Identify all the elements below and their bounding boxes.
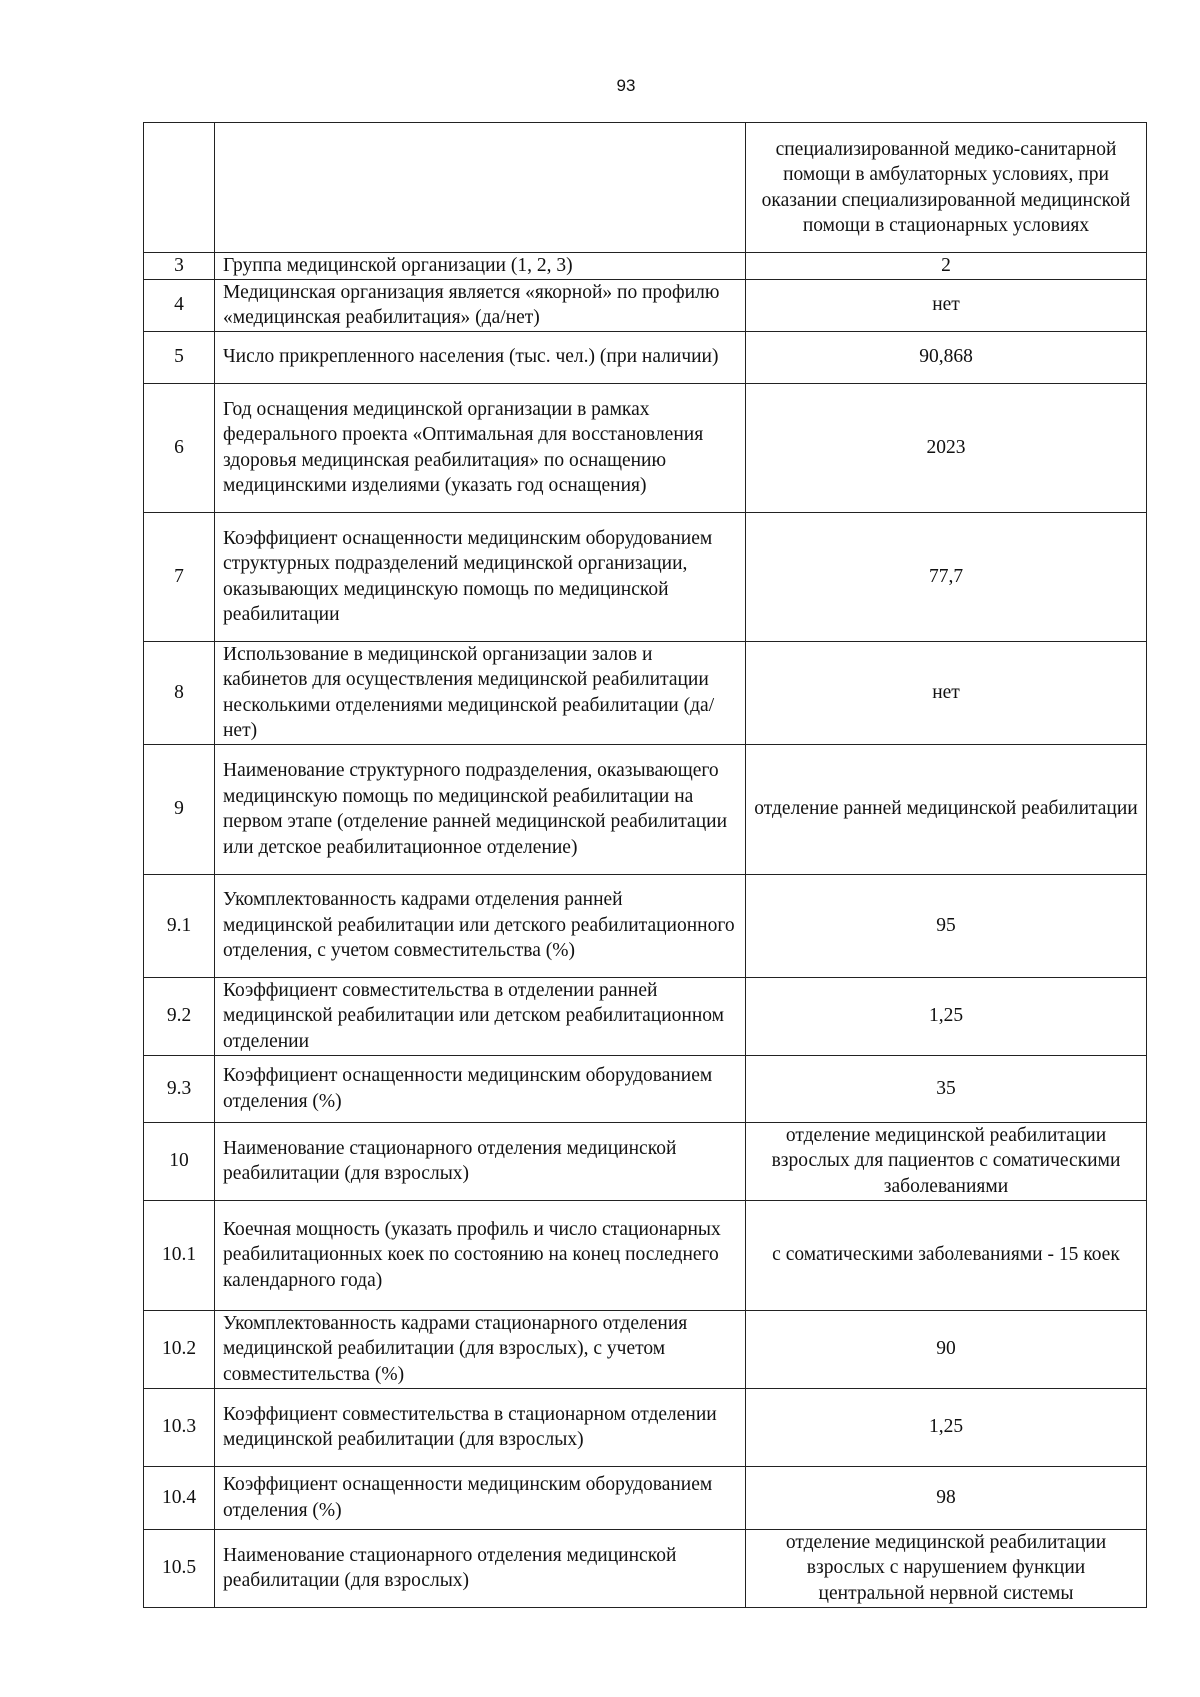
row-name: Наименование стационарного отделения медицинской реабилитации (для взрослых) [215, 1122, 746, 1200]
table-row [144, 1200, 1147, 1310]
row-value: нет [746, 279, 1147, 331]
table-row [144, 1388, 1147, 1466]
row-value: специализированной медико-санитарной помощи в амбулаторных условиях, при оказании специализированной медицинской помощи в стационарных условиях [746, 123, 1147, 253]
row-name: Наименование стационарного отделения медицинской реабилитации (для взрослых) [215, 1529, 746, 1607]
table-row [144, 1466, 1147, 1529]
row-name [215, 123, 746, 253]
row-name: Коэффициент совместительства в отделении ранней медицинской реабилитации или детском реабилитационном отделении [215, 977, 746, 1055]
row-value: 1,25 [746, 977, 1147, 1055]
row-value: 2 [746, 253, 1147, 280]
row-value: отделение ранней медицинской реабилитации [746, 744, 1147, 874]
row-value: 2023 [746, 383, 1147, 512]
row-value: 98 [746, 1466, 1147, 1529]
row-name: Медицинская организация является «якорной» по профилю «медицинская реабилитация» (да/нет) [215, 279, 746, 331]
row-value: 95 [746, 874, 1147, 977]
table-row [144, 977, 1147, 1055]
row-number: 10.5 [144, 1529, 215, 1607]
table-row [144, 279, 1147, 331]
row-value: отделение медицинской реабилитации взрослых для пациентов с соматическими заболеваниями [746, 1122, 1147, 1200]
row-number: 10.2 [144, 1310, 215, 1388]
row-number: 9.1 [144, 874, 215, 977]
row-name: Коэффициент оснащенности медицинским оборудованием отделения (%) [215, 1055, 746, 1122]
table-row [144, 512, 1147, 641]
row-number: 10.3 [144, 1388, 215, 1466]
row-name: Число прикрепленного населения (тыс. чел.) (при наличии) [215, 331, 746, 383]
row-value: 90 [746, 1310, 1147, 1388]
row-value: нет [746, 641, 1147, 744]
row-name: Наименование структурного подразделения, оказывающего медицинскую помощь по медицинской реабилитации на первом этапе (отделение ранней медицинской реабилитации или детское реабилитационное отделение) [215, 744, 746, 874]
row-number: 7 [144, 512, 215, 641]
row-name: Коэффициент оснащенности медицинским оборудованием структурных подразделений медицинской организации, оказывающих медицинскую помощь по медицинской реабилитации [215, 512, 746, 641]
table-row [144, 874, 1147, 977]
row-name: Коэффициент совместительства в стационарном отделении медицинской реабилитации (для взрослых) [215, 1388, 746, 1466]
rehabilitation-table [143, 122, 1147, 1608]
row-number: 9 [144, 744, 215, 874]
row-number: 8 [144, 641, 215, 744]
row-number: 10.1 [144, 1200, 215, 1310]
row-number: 10 [144, 1122, 215, 1200]
row-number: 5 [144, 331, 215, 383]
row-name: Коечная мощность (указать профиль и число стационарных реабилитационных коек по состоянию на конец последнего календарного года) [215, 1200, 746, 1310]
row-number: 6 [144, 383, 215, 512]
table-row [144, 383, 1147, 512]
table-row [144, 1055, 1147, 1122]
row-number: 9.2 [144, 977, 215, 1055]
row-name: Использование в медицинской организации залов и кабинетов для осуществления медицинской реабилитации несколькими отделениями медицинской реабилитации (да/нет) [215, 641, 746, 744]
row-number: 9.3 [144, 1055, 215, 1122]
table-row [144, 1122, 1147, 1200]
row-value: 77,7 [746, 512, 1147, 641]
table-row [144, 123, 1147, 253]
row-number [144, 123, 215, 253]
row-value: 90,868 [746, 331, 1147, 383]
row-value: отделение медицинской реабилитации взрослых с нарушением функции центральной нервной системы [746, 1529, 1147, 1607]
row-value: 35 [746, 1055, 1147, 1122]
row-value: с соматическими заболеваниями - 15 коек [746, 1200, 1147, 1310]
row-number: 10.4 [144, 1466, 215, 1529]
row-number: 4 [144, 279, 215, 331]
row-name: Год оснащения медицинской организации в рамках федерального проекта «Оптимальная для восстановления здоровья медицинская реабилитация» по оснащению медицинскими изделиями (указать год оснащения) [215, 383, 746, 512]
table-row [144, 1310, 1147, 1388]
table-row [144, 253, 1147, 280]
row-name: Укомплектованность кадрами стационарного отделения медицинской реабилитации (для взрослых), с учетом совместительства (%) [215, 1310, 746, 1388]
table-row [144, 744, 1147, 874]
row-number: 3 [144, 253, 215, 280]
row-value: 1,25 [746, 1388, 1147, 1466]
row-name: Укомплектованность кадрами отделения ранней медицинской реабилитации или детского реабилитационного отделения, с учетом совместительства (%) [215, 874, 746, 977]
table-row [144, 331, 1147, 383]
table-row [144, 641, 1147, 744]
row-name: Группа медицинской организации (1, 2, 3) [215, 253, 746, 280]
table-row [144, 1529, 1147, 1607]
page-number: 93 [616, 76, 636, 95]
row-name: Коэффициент оснащенности медицинским оборудованием отделения (%) [215, 1466, 746, 1529]
